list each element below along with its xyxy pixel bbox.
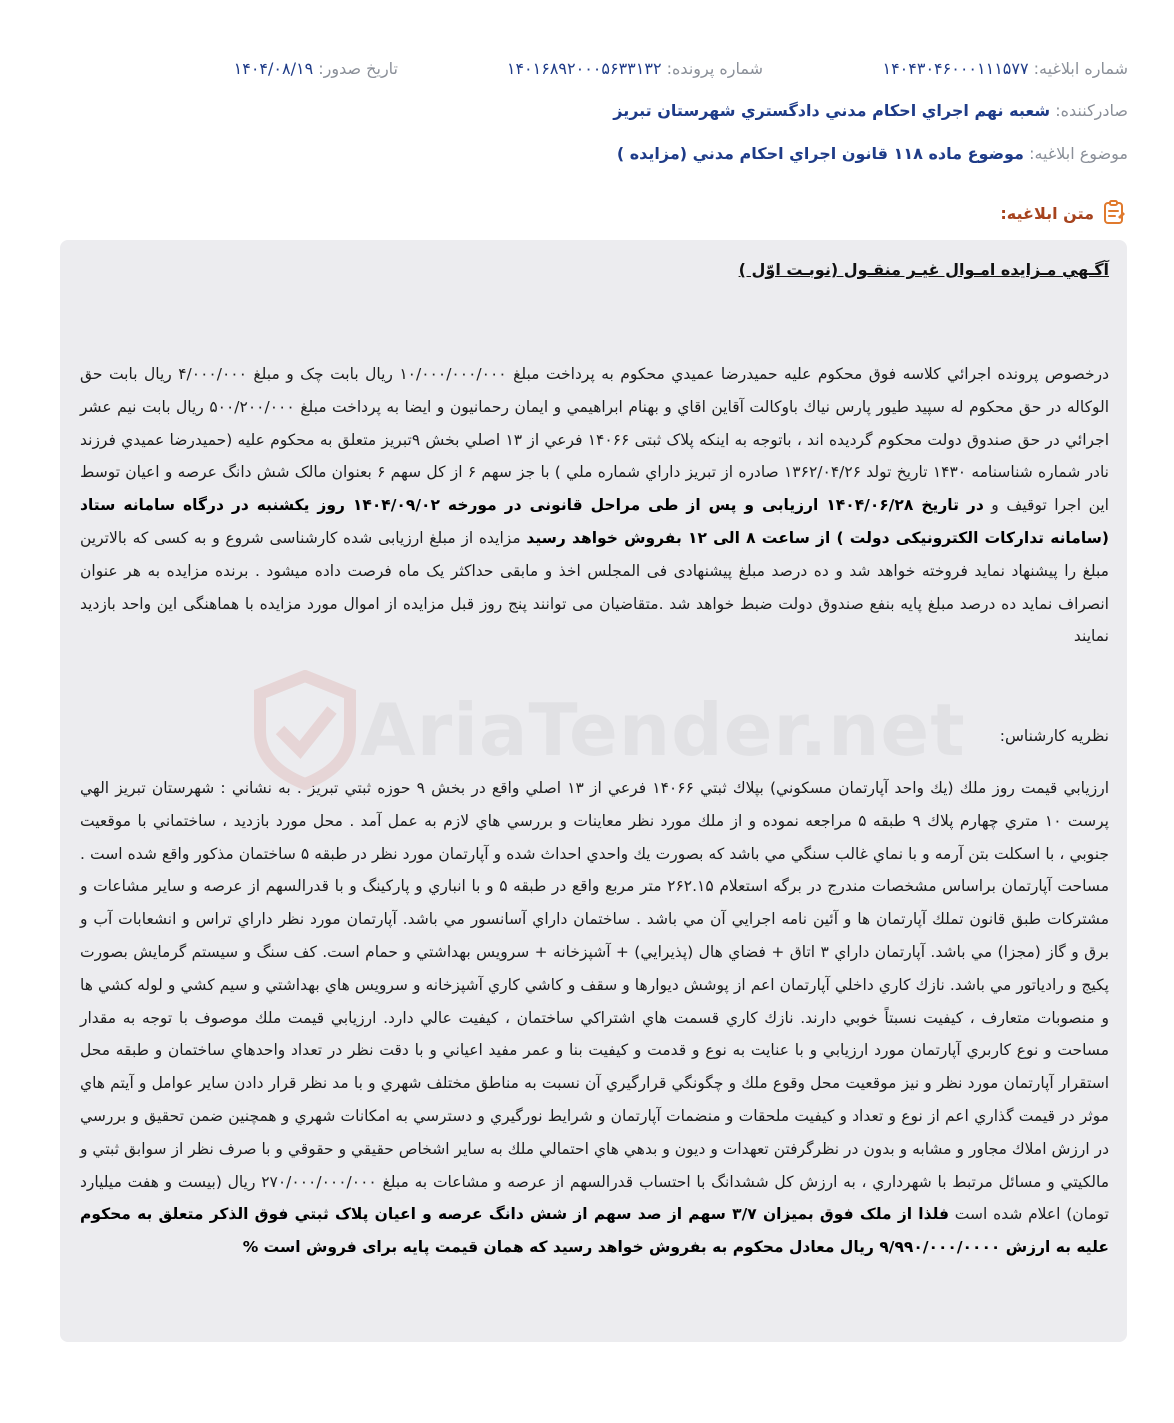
issuer-label: صادرکننده: [1055, 101, 1128, 120]
subject-label: موضوع ابلاغيه: [1029, 144, 1128, 163]
auction-paragraph [80, 358, 1109, 653]
auction-text-2: مزايده از مبلغ ارزيابی شده کارشناسی شروع و به کسی که بالاترين مبلغ را پيشنهاد نمايد فروخته خواهد شد و ده درصد مبلغ پيشنهادی فی المجلس اخذ و مابقی حداکثر يک ماه فرصت داده ميشود . برنده مزايده به هر عنوان انصراف نمايد ده درصد مبلغ پايه بنفع صندوق دولت ضبط خواهد شد .متقاضيان می توانند پنج روز قبل مزايده از اموال مورد مزايده با هماهنگی اين واحد بازديد نمايند [80, 528, 1109, 646]
document-icon [1102, 200, 1126, 226]
auction-date-text: در تاريخ ۱۴۰۴/۰۶/۲۸ ارزيابی و پس از طی مراحل قانونی در مورخه ۱۴۰۴/۰۹/۰۲ روز يکشنبه در درگاه سامانه ستاد (سامانه تدارکات الکترونیکی دولت ) از ساعت ۸ الی ۱۲ بفروش خواهد رسيد [80, 496, 1109, 547]
subject-value: موضوع ماده ۱۱۸ قانون اجراي احکام مدني (مزايده ) [616, 144, 1024, 163]
notice-number-label: شماره ابلاغيه: [1033, 59, 1128, 78]
auction-text-1: درخصوص پرونده اجرائي کلاسه فوق محکوم عليه حميدرضا عميدي محکوم به پرداخت مبلغ ۱۰/۰۰۰/۰۰۰/۰۰۰ ريال بابت چک و مبلغ ۴/۰۰۰/۰۰۰ ريال بابت حق الوکاله در حق محکوم له سپيد طيور پارس نياك باوکالت آقاين اقاي و بهنام ابراهيمي و ايمان رحمانيون و ايضا به پرداخت مبلغ ۵۰۰/۲۰۰/۰۰۰ ريال بابت نيم عشر اجرائي در حق صندوق دولت محکوم گرديده اند ، باتوجه به اينکه پلاک ثبتی ۱۴۰۶۶ فرعي از ۱۳ اصلي بخش ۹تبريز متعلق به محکوم عليه (حميدرضا عميدي فرزند نادر شماره شناسنامه ۱۴۳۰ تاريخ تولد ۱۳۶۲/۰۴/۲۶ صادره از تبريز داراي شماره ملي ) با جز سهم ۶ از کل سهم ۶ بعنوان مالک شش دانگ عرصه و اعيان توسط اين اجرا توقيف و [80, 365, 1109, 515]
notice-title: آگـهي مـزايده امـوال غيـر منقـول (نوبـت اوّل ) [738, 260, 1109, 279]
notice-number [882, 52, 1128, 86]
sale-value-text: فلذا از ملک فوق بميزان ۳/۷ سهم از صد سهم از شش دانگ عرصه و اعيان پلاک ثبتي فوق الذکر متعلق به محکوم عليه به ارزش ۹/۹۹۰/۰۰۰/۰۰۰۰ ريال معادل محکوم به بفروش خواهد رسيد که همان قيمت پايه برای فروش است % [80, 1205, 1109, 1257]
issuer-value: شعبه نهم اجراي احکام مدني دادگستري شهرستان تبريز [613, 101, 1051, 120]
expert-opinion-paragraph [80, 772, 1109, 1264]
notice-text-heading [1000, 198, 1126, 228]
issuer-row [40, 94, 1128, 128]
case-number [507, 52, 763, 86]
case-number-value: ۱۴۰۱۶۸۹۲۰۰۰۵۶۳۳۱۳۲ [506, 59, 662, 78]
notice-text-label: متن ابلاغيه: [1000, 203, 1094, 223]
expert-opinion-heading: نظريه کارشناس: [999, 727, 1109, 745]
issue-date-label: تاريخ صدور: [318, 59, 398, 78]
issue-date-value: ۱۴۰۴/۰۸/۱۹ [233, 59, 314, 78]
watermark-text: AriaTender.net [360, 688, 966, 772]
issue-date [234, 52, 398, 86]
subject-row [40, 137, 1128, 171]
notice-meta-row [40, 52, 1128, 86]
notice-number-value: ۱۴۰۴۳۰۴۶۰۰۰۱۱۱۵۷۷ [882, 59, 1029, 78]
notice-body [60, 240, 1127, 1342]
case-number-label: شماره پرونده: [666, 59, 763, 78]
expert-text-1: ارزيابي قيمت روز ملك (يك واحد آپارتمان مسكوني) بپلاك ثبتي ۱۴۰۶۶ فرعي از ۱۳ اصلي واقع در بخش ۹ حوزه ثبتي تبريز . به نشاني : شهرستان تبريز الهي پرست ۱۰ متري چهارم پلاك ۹ طبقه ۵ مراجعه نموده و از ملك مورد نظر معاينات و بررسي هاي لازم به عمل آمد . محل مورد بازديد ، ساختماني با موقعيت جنوبي ، با اسكلت بتن آرمه و با نماي غالب سنگي مي باشد كه بصورت يك واحدي احداث شده و آپارتمان مورد نظر در طبقه ۵ ساختمان مذكور واقع شده است . مساحت آپارتمان براساس مشخصات مندرج در برگه استعلام ۲۶۲.۱۵ متر مربع واقع در طبقه ۵ و با انباري و پاركينگ و با قدرالسهم از عرصه و ساير مشاعات و مشتركات طبق قانون تملك آپارتمان ها و آئين نامه اجرايي آن مي باشد . ساختمان داراي آسانسور مي باشد. آپارتمان مورد نظر داراي تراس و انشعابات آب و برق و گاز (مجزا) مي باشد. آپارتمان داراي ۳ اتاق + فضاي هال (پذيرايي) + آشپزخانه + سرويس بهداشتي و حمام است. كف سنگ و سيستم گرمايش بصورت پكيج و رادياتور مي باشد. نازك كاري داخلي آپارتمان اعم از پوشش ديوارها و سقف و كاشي كاري آشپزخانه و سرويس هاي بهداشتي و سيم كشي و لوله كشي ها و منصوبات متعارف ، كيفيت نسبتاً خوبي دارند. نازك كاري قسمت هاي اشتراكي ساختمان ، كيفيت عالي دارد. ارزيابي قيمت ملك موصوف با توجه به مقدار مساحت و نوع كاربري آپارتمان مورد ارزيابي و با عنايت به نوع و قدمت و كيفيت بنا و عمر مفيد اعياني و با دقت نظر در تعداد واحدهاي ساختمان و طبقه محل استقرار آپارتمان مورد نظر و نيز موقعيت محل وقوع ملك و چگونگي قرارگيري آن نسبت به مناطق مختلف شهري و با مد نظر قرار دادن ساير عوامل و آيتم هاي موثر در قيمت گذاري اعم از نوع و تعداد و كيفيت ملحقات و منضمات آپارتمان و شرايط نورگيري و دسترسي به امكانات شهري و همچنين ضمن تحقيق و بررسي در ارزش املاك مجاور و مشابه و بدون در نظرگرفتن تعهدات و ديون و بدهي هاي احتمالي ملك به ساير اشخاص حقيقي و حقوقي و با صرف نظر از سوابق ثبتي و مالكيتي و مسائل مرتبط با شهرداري ، به ارزش كل ششدانگ با احتساب قدرالسهم از عرصه و مشاعات به مبلغ ۲۷۰/۰۰۰/۰۰۰/۰۰۰ ريال (بيست و هفت ميليارد تومان) اعلام شده است [80, 779, 1110, 1224]
